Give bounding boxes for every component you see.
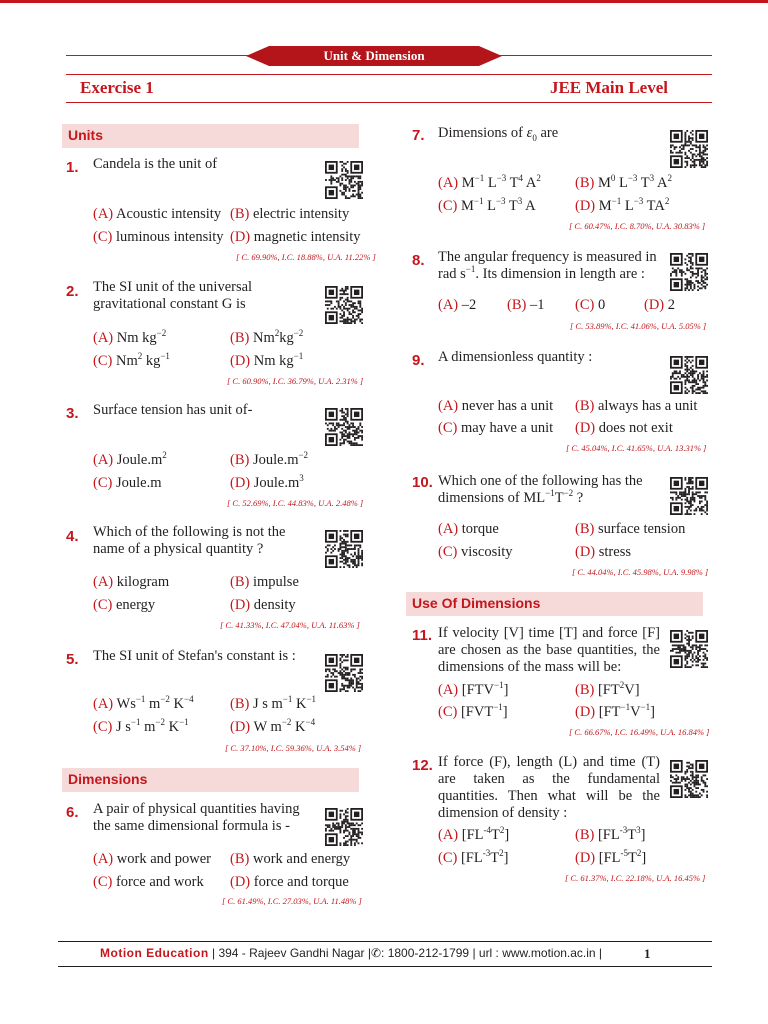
option-d[interactable]: (D) W $m^{-2}$ $K^{-4}$ <box>230 717 316 735</box>
question-text: The SI unit of the universal gravitational constant G is <box>93 279 253 312</box>
option-c[interactable]: (C) $M^{-1}$ $L^{-3}$ $T^3$ A <box>438 196 536 214</box>
question-text: Which one of the following has the dimensions of $ML^{-1}T^{-2}$ ? <box>438 473 643 506</box>
option-c[interactable]: (C) 0 <box>575 297 606 313</box>
option-d[interactable]: (D) Nm $kg^{-1}$ <box>230 351 304 369</box>
section-dimensions: Dimensions <box>62 768 359 792</box>
option-b[interactable]: (B) J s $m^{-1}$ $K^{-1}$ <box>230 694 317 712</box>
option-d[interactable]: (D) magnetic intensity <box>230 229 361 245</box>
header-rule <box>66 102 712 103</box>
question-number: 4. <box>66 528 79 545</box>
question-number: 5. <box>66 651 79 668</box>
question-number: 1. <box>66 159 79 176</box>
option-a[interactable]: (A) never has a unit <box>438 398 554 414</box>
option-a[interactable]: (A) work and power <box>93 851 211 867</box>
question-text: Candela is the unit of <box>93 156 218 172</box>
option-c[interactable]: (C) viscosity <box>438 544 513 560</box>
qr-code-icon[interactable] <box>325 808 363 846</box>
option-a[interactable]: (A) $M^{-1}$ $L^{-3}$ $T^4$ $A^2$ <box>438 173 541 191</box>
qr-code-icon[interactable] <box>670 477 708 515</box>
header-rule <box>66 74 712 75</box>
question-number: 9. <box>412 352 425 369</box>
footer-rule <box>58 941 712 942</box>
response-stats: [ C. 37.10%, I.C. 59.36%, U.A. 3.54% ] <box>225 743 362 753</box>
option-d[interactable]: (D) density <box>230 597 296 613</box>
option-d[interactable]: (D) $[FL^{-5}T^2]$ <box>575 848 647 866</box>
response-stats: [ C. 44.04%, I.C. 45.98%, U.A. 9.98% ] <box>572 567 709 577</box>
option-a[interactable]: (A) $Joule.m^2$ <box>93 450 167 468</box>
exercise-title: Exercise 1 <box>80 78 154 97</box>
option-b[interactable]: (B) $[FT^2V]$ <box>575 680 640 698</box>
option-a[interactable]: (A) Nm $kg^{-2}$ <box>93 328 167 346</box>
option-d[interactable]: (D) force and torque <box>230 874 349 890</box>
question-number: 12. <box>412 757 433 774</box>
response-stats: [ C. 60.47%, I.C. 8.70%, U.A. 30.83% ] <box>569 221 706 231</box>
option-c[interactable]: (C) energy <box>93 597 156 613</box>
question-text: The SI unit of Stefan's constant is : <box>93 648 296 664</box>
question-text: Which of the following is not the name of a physical quantity ? <box>93 524 286 557</box>
question-number: 3. <box>66 405 79 422</box>
option-a[interactable]: (A) $Ws^{-1}$ $m^{-2}$ $K^{-4}$ <box>93 694 194 712</box>
qr-code-icon[interactable] <box>325 286 363 324</box>
option-b[interactable]: (B) surface tension <box>575 521 686 537</box>
response-stats: [ C. 52.69%, I.C. 44.83%, U.A. 2.48% ] <box>227 498 364 508</box>
question-number: 2. <box>66 283 79 300</box>
option-a[interactable]: (A) –2 <box>438 297 477 313</box>
qr-code-icon[interactable] <box>670 356 708 394</box>
question-text: A pair of physical quantities having the same dimensional formula is - <box>93 801 300 834</box>
qr-code-icon[interactable] <box>325 161 363 199</box>
option-a[interactable]: (A) Acoustic intensity <box>93 206 222 222</box>
section-use-of-dimensions: Use Of Dimensions <box>406 592 703 616</box>
option-d[interactable]: (D) $Joule.m^3$ <box>230 473 304 491</box>
question-number: 7. <box>412 127 425 144</box>
response-stats: [ C. 60.90%, I.C. 36.79%, U.A. 2.31% ] <box>227 376 364 386</box>
option-d[interactable]: (D) stress <box>575 544 631 560</box>
option-b[interactable]: (B) work and energy <box>230 851 351 867</box>
response-stats: [ C. 66.67%, I.C. 16.49%, U.A. 16.84% ] <box>569 727 710 737</box>
option-b[interactable]: (B) $M^0$ $L^{-3}$ $T^3$ $A^2$ <box>575 173 672 191</box>
chapter-title: Unit & Dimension <box>323 48 425 63</box>
qr-code-icon[interactable] <box>670 630 708 668</box>
option-a[interactable]: (A) $[FTV^{-1}]$ <box>438 680 509 698</box>
option-d[interactable]: (D) $M^{-1}$ $L^{-3}$ $TA^2$ <box>575 196 670 214</box>
option-a[interactable]: (A) $[FL^{-4}T^2]$ <box>438 825 510 843</box>
footer-text: Motion Education | 394 - Rajeev Gandhi Nagar |✆: 1800-212-1799 | url : www.motion.ac.in | <box>100 946 603 960</box>
qr-code-icon[interactable] <box>670 130 708 168</box>
brand-name: Motion Education <box>100 946 209 960</box>
option-c[interactable]: (C) J $s^{-1}$ $m^{-2}$ $K^{-1}$ <box>93 717 189 735</box>
option-c[interactable]: (C) Nm$^2$ $kg^{-1}$ <box>93 351 170 369</box>
question-number: 10. <box>412 474 433 491</box>
option-d[interactable]: (D) 2 <box>644 297 676 313</box>
option-c[interactable]: (C) force and work <box>93 874 204 890</box>
option-b[interactable]: (B) always has a unit <box>575 398 698 414</box>
top-rule <box>0 0 768 3</box>
response-stats: [ C. 41.33%, I.C. 47.04%, U.A. 11.63% ] <box>220 620 360 630</box>
option-b[interactable]: (B) –1 <box>507 297 545 313</box>
question-text: If velocity [V] time [T] and force [F] are chosen as the base quantities, the dimensions of the mass will be: <box>438 625 660 675</box>
qr-code-icon[interactable] <box>325 654 363 692</box>
option-a[interactable]: (A) torque <box>438 521 499 537</box>
option-b[interactable]: (B) electric intensity <box>230 206 350 222</box>
option-a[interactable]: (A) kilogram <box>93 574 170 590</box>
question-text: A dimensionless quantity : <box>438 349 593 365</box>
question-number: 6. <box>66 804 79 821</box>
option-b[interactable]: (B) $Nm^2kg^{-2}$ <box>230 328 304 346</box>
question-text: Surface tension has unit of- <box>93 402 253 418</box>
option-c[interactable]: (C) may have a unit <box>438 420 554 436</box>
qr-code-icon[interactable] <box>325 408 363 446</box>
qr-code-icon[interactable] <box>670 253 708 291</box>
response-stats: [ C. 61.37%, I.C. 22.18%, U.A. 16.45% ] <box>565 873 706 883</box>
question-number: 11. <box>412 627 433 644</box>
response-stats: [ C. 53.89%, I.C. 41.06%, U.A. 5.05% ] <box>570 321 707 331</box>
option-b[interactable]: (B) $Joule.m^{-2}$ <box>230 450 309 468</box>
question-text: Dimensions of $\varepsilon_0$ are <box>438 125 559 143</box>
question-text: The angular frequency is measured in rad $s^{-1}$. Its dimension in length are : <box>438 249 657 282</box>
question-text: If force (F), length (L) and time (T) are taken as the fundamental quantities. Then what will be the dimension of density : <box>438 754 660 821</box>
option-d[interactable]: (D) $[FT^{-1}V^{-1}]$ <box>575 702 655 720</box>
option-c[interactable]: (C) $[FL^{-3}T^2]$ <box>438 848 509 866</box>
option-d[interactable]: (D) does not exit <box>575 420 673 436</box>
section-units: Units <box>62 124 359 148</box>
response-stats: [ C. 45.04%, I.C. 41.65%, U.A. 13.31% ] <box>566 443 707 453</box>
response-stats: [ C. 61.49%, I.C. 27.03%, U.A. 11.48% ] <box>222 896 362 906</box>
qr-code-icon[interactable] <box>670 760 708 798</box>
level-title: JEE Main Level <box>549 78 668 97</box>
option-c[interactable]: (C) $[FVT^{-1}]$ <box>438 702 508 720</box>
option-c[interactable]: (C) luminous intensity <box>93 229 224 245</box>
option-b[interactable]: (B) $[FL^{-3}T^3]$ <box>575 825 646 843</box>
response-stats: [ C. 69.90%, I.C. 18.88%, U.A. 11.22% ] <box>236 252 376 262</box>
question-number: 8. <box>412 252 425 269</box>
footer-rule <box>58 966 712 967</box>
qr-code-icon[interactable] <box>325 530 363 568</box>
option-b[interactable]: (B) impulse <box>230 574 299 590</box>
option-c[interactable]: (C) Joule.m <box>93 475 162 491</box>
page-number: 1 <box>644 946 651 961</box>
